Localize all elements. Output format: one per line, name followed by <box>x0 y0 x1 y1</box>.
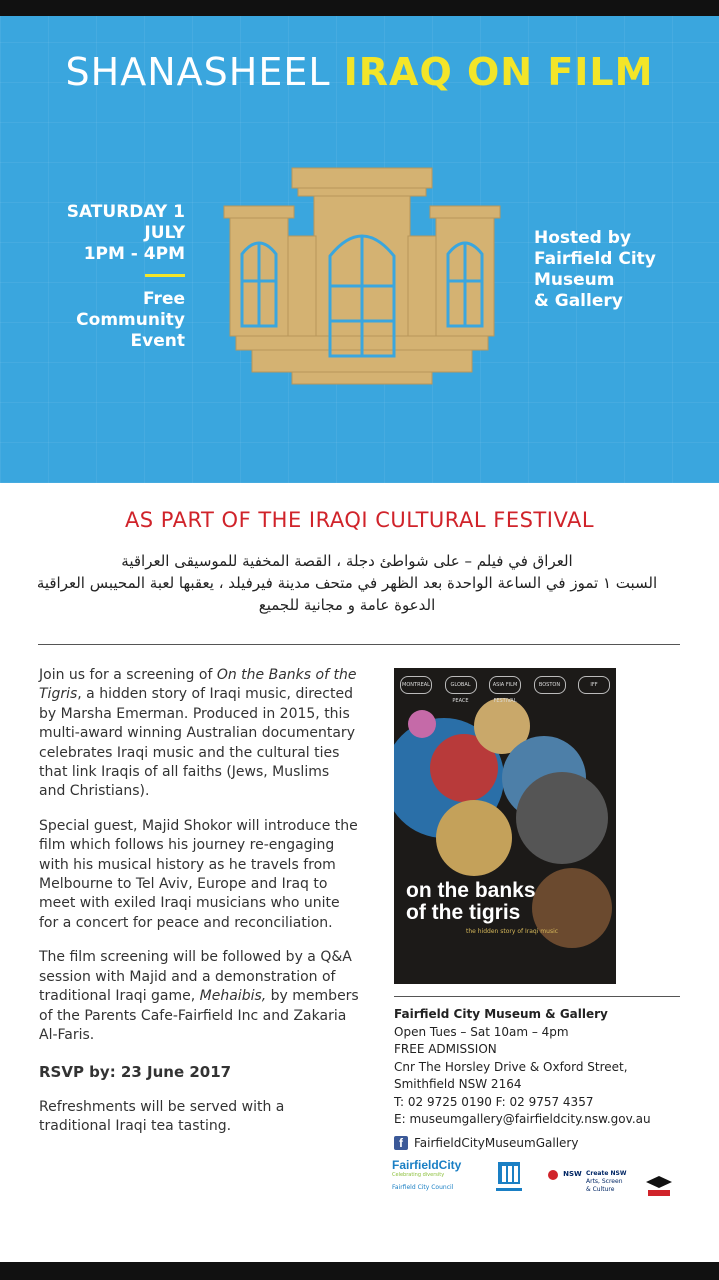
festival-heading: AS PART OF THE IRAQI CULTURAL FESTIVAL <box>124 508 595 532</box>
hosted-by-block <box>534 228 704 312</box>
poster-subtitle: the hidden story of Iraqi music <box>466 928 559 935</box>
hosted-line3: Museum <box>534 270 615 290</box>
museum-logo <box>494 1160 524 1200</box>
fairfield-logo-text: FairfieldCity <box>392 1158 462 1172</box>
hosted-line2: Fairfield City <box>534 249 656 269</box>
venue-name: Fairfield City Museum & Gallery <box>394 1007 608 1021</box>
rsvp-date: RSVP by: 23 June 2017 <box>39 1063 232 1082</box>
description-paragraph-2: Special guest, Majid Shokor will introduce the film which follows his journey re-engaging with his musical history as he travels from Melbourne to Tel Aviv, Europe and Iraq to meet with exiled Iraqi musicians who unite for a concert for peace and reconciliation. <box>39 817 358 931</box>
date-time: 1PM - 4PM <box>83 244 185 264</box>
hero-title <box>0 50 719 94</box>
description-paragraph-3 <box>39 948 359 1045</box>
hosted-line4: & Gallery <box>534 291 623 311</box>
poster-artwork <box>394 668 616 984</box>
address-line1: Cnr The Horsley Drive & Oxford Street, <box>394 1059 628 1074</box>
section-divider <box>38 644 680 645</box>
date-month: JULY <box>144 223 185 243</box>
laurel-1: MONTREAL <box>400 676 432 694</box>
hosted-line1: Hosted by <box>534 228 632 248</box>
arabic-line1: العراق في فيلم – على شواطئ دجلة ، القصة المخفية للموسيقى العراقية <box>121 552 573 570</box>
create-nsw-title: Create NSW <box>586 1170 627 1177</box>
p3-rest: by members of the Parents Cafe-Fairfield Inc and Zakaria Al-Faris. <box>39 988 359 1043</box>
arabic-description <box>30 550 664 616</box>
event-type-line1: Free <box>143 289 185 309</box>
arabic-line3: الدعوة عامة و مجانية للجميع <box>258 596 436 614</box>
date-day: SATURDAY 1 <box>66 202 185 222</box>
film-poster <box>394 668 616 984</box>
shanasheel-building-illustration <box>222 166 502 396</box>
game-name: Mehaibis, <box>199 988 267 1005</box>
facebook-link[interactable] <box>394 1135 694 1153</box>
poster-title-line2: of the tigris <box>406 901 521 924</box>
sponsor-logos <box>390 1158 690 1208</box>
fairfield-logo-tagline: Celebrating diversity <box>392 1172 445 1178</box>
top-bar <box>0 0 719 16</box>
arabic-line2: السبت ١ تموز في الساعة الواحدة بعد الظهر في متحف مدينة فيرفيلد ، يعقبها لعبة المحيبس العراقية <box>36 574 658 592</box>
title-iraq-on-film: IRAQ ON FILM <box>343 50 654 94</box>
admission: FREE ADMISSION <box>394 1042 497 1056</box>
laurel-5: IFF <box>578 676 610 694</box>
create-nsw-sub: Arts, Screen & Culture <box>586 1178 623 1193</box>
contact-divider <box>394 996 680 997</box>
contact-info <box>394 1006 694 1152</box>
fairfield-city-logo <box>392 1158 472 1206</box>
fairfield-council-label: Fairfield City Council <box>392 1184 454 1191</box>
phone-fax: T: 02 9725 0190 F: 02 9757 4357 <box>394 1094 594 1109</box>
date-block <box>40 202 185 352</box>
p1-rest: , a hidden story of Iraqi music, directed by Marsha Emerman. Produced in 2015, this multi-award winning Australian documentary celebrates Iraqi music and the cultural ties that link Iraqis of all faiths (Jews, Muslims and Christians). <box>39 686 355 800</box>
event-type-line2: Community <box>76 310 185 330</box>
event-type-line3: Event <box>130 331 185 351</box>
create-nsw-text <box>586 1170 628 1194</box>
bottom-bar <box>0 1262 719 1280</box>
hero-banner <box>0 16 719 483</box>
laurel-3: ASIA FILM FESTIVAL <box>489 676 521 694</box>
date-divider <box>145 274 185 277</box>
poster-title <box>406 880 536 924</box>
parents-cafe-logo <box>642 1172 676 1202</box>
nsw-waratah-icon <box>548 1170 558 1180</box>
event-description <box>39 666 359 1152</box>
festival-laurels <box>400 676 610 704</box>
create-nsw-logo <box>548 1170 628 1200</box>
refreshments-note: Refreshments will be served with a traditional Iraqi tea tasting. <box>39 1098 285 1135</box>
p1-intro: Join us for a screening of <box>39 667 217 683</box>
p3-intro: The film screening will be followed by a Q&A session with Majid and a demonstration of traditional Iraqi game, <box>39 949 352 1005</box>
email: E: museumgallery@fairfieldcity.nsw.gov.au <box>394 1112 651 1126</box>
facebook-icon: f <box>394 1136 408 1150</box>
poster-title-line1: on the banks <box>406 879 536 902</box>
film-title: On the Banks of the Tigris <box>39 667 357 703</box>
opening-hours: Open Tues – Sat 10am – 4pm <box>394 1024 569 1039</box>
nsw-label: NSW <box>563 1170 582 1178</box>
address-line2: Smithfield NSW 2164 <box>394 1077 522 1091</box>
facebook-handle: FairfieldCityMuseumGallery <box>414 1135 579 1150</box>
title-shanasheel: SHANASHEEL <box>65 50 331 94</box>
description-paragraph-1 <box>39 666 359 802</box>
laurel-2: GLOBAL PEACE <box>445 676 477 694</box>
laurel-4: BOSTON <box>534 676 566 694</box>
